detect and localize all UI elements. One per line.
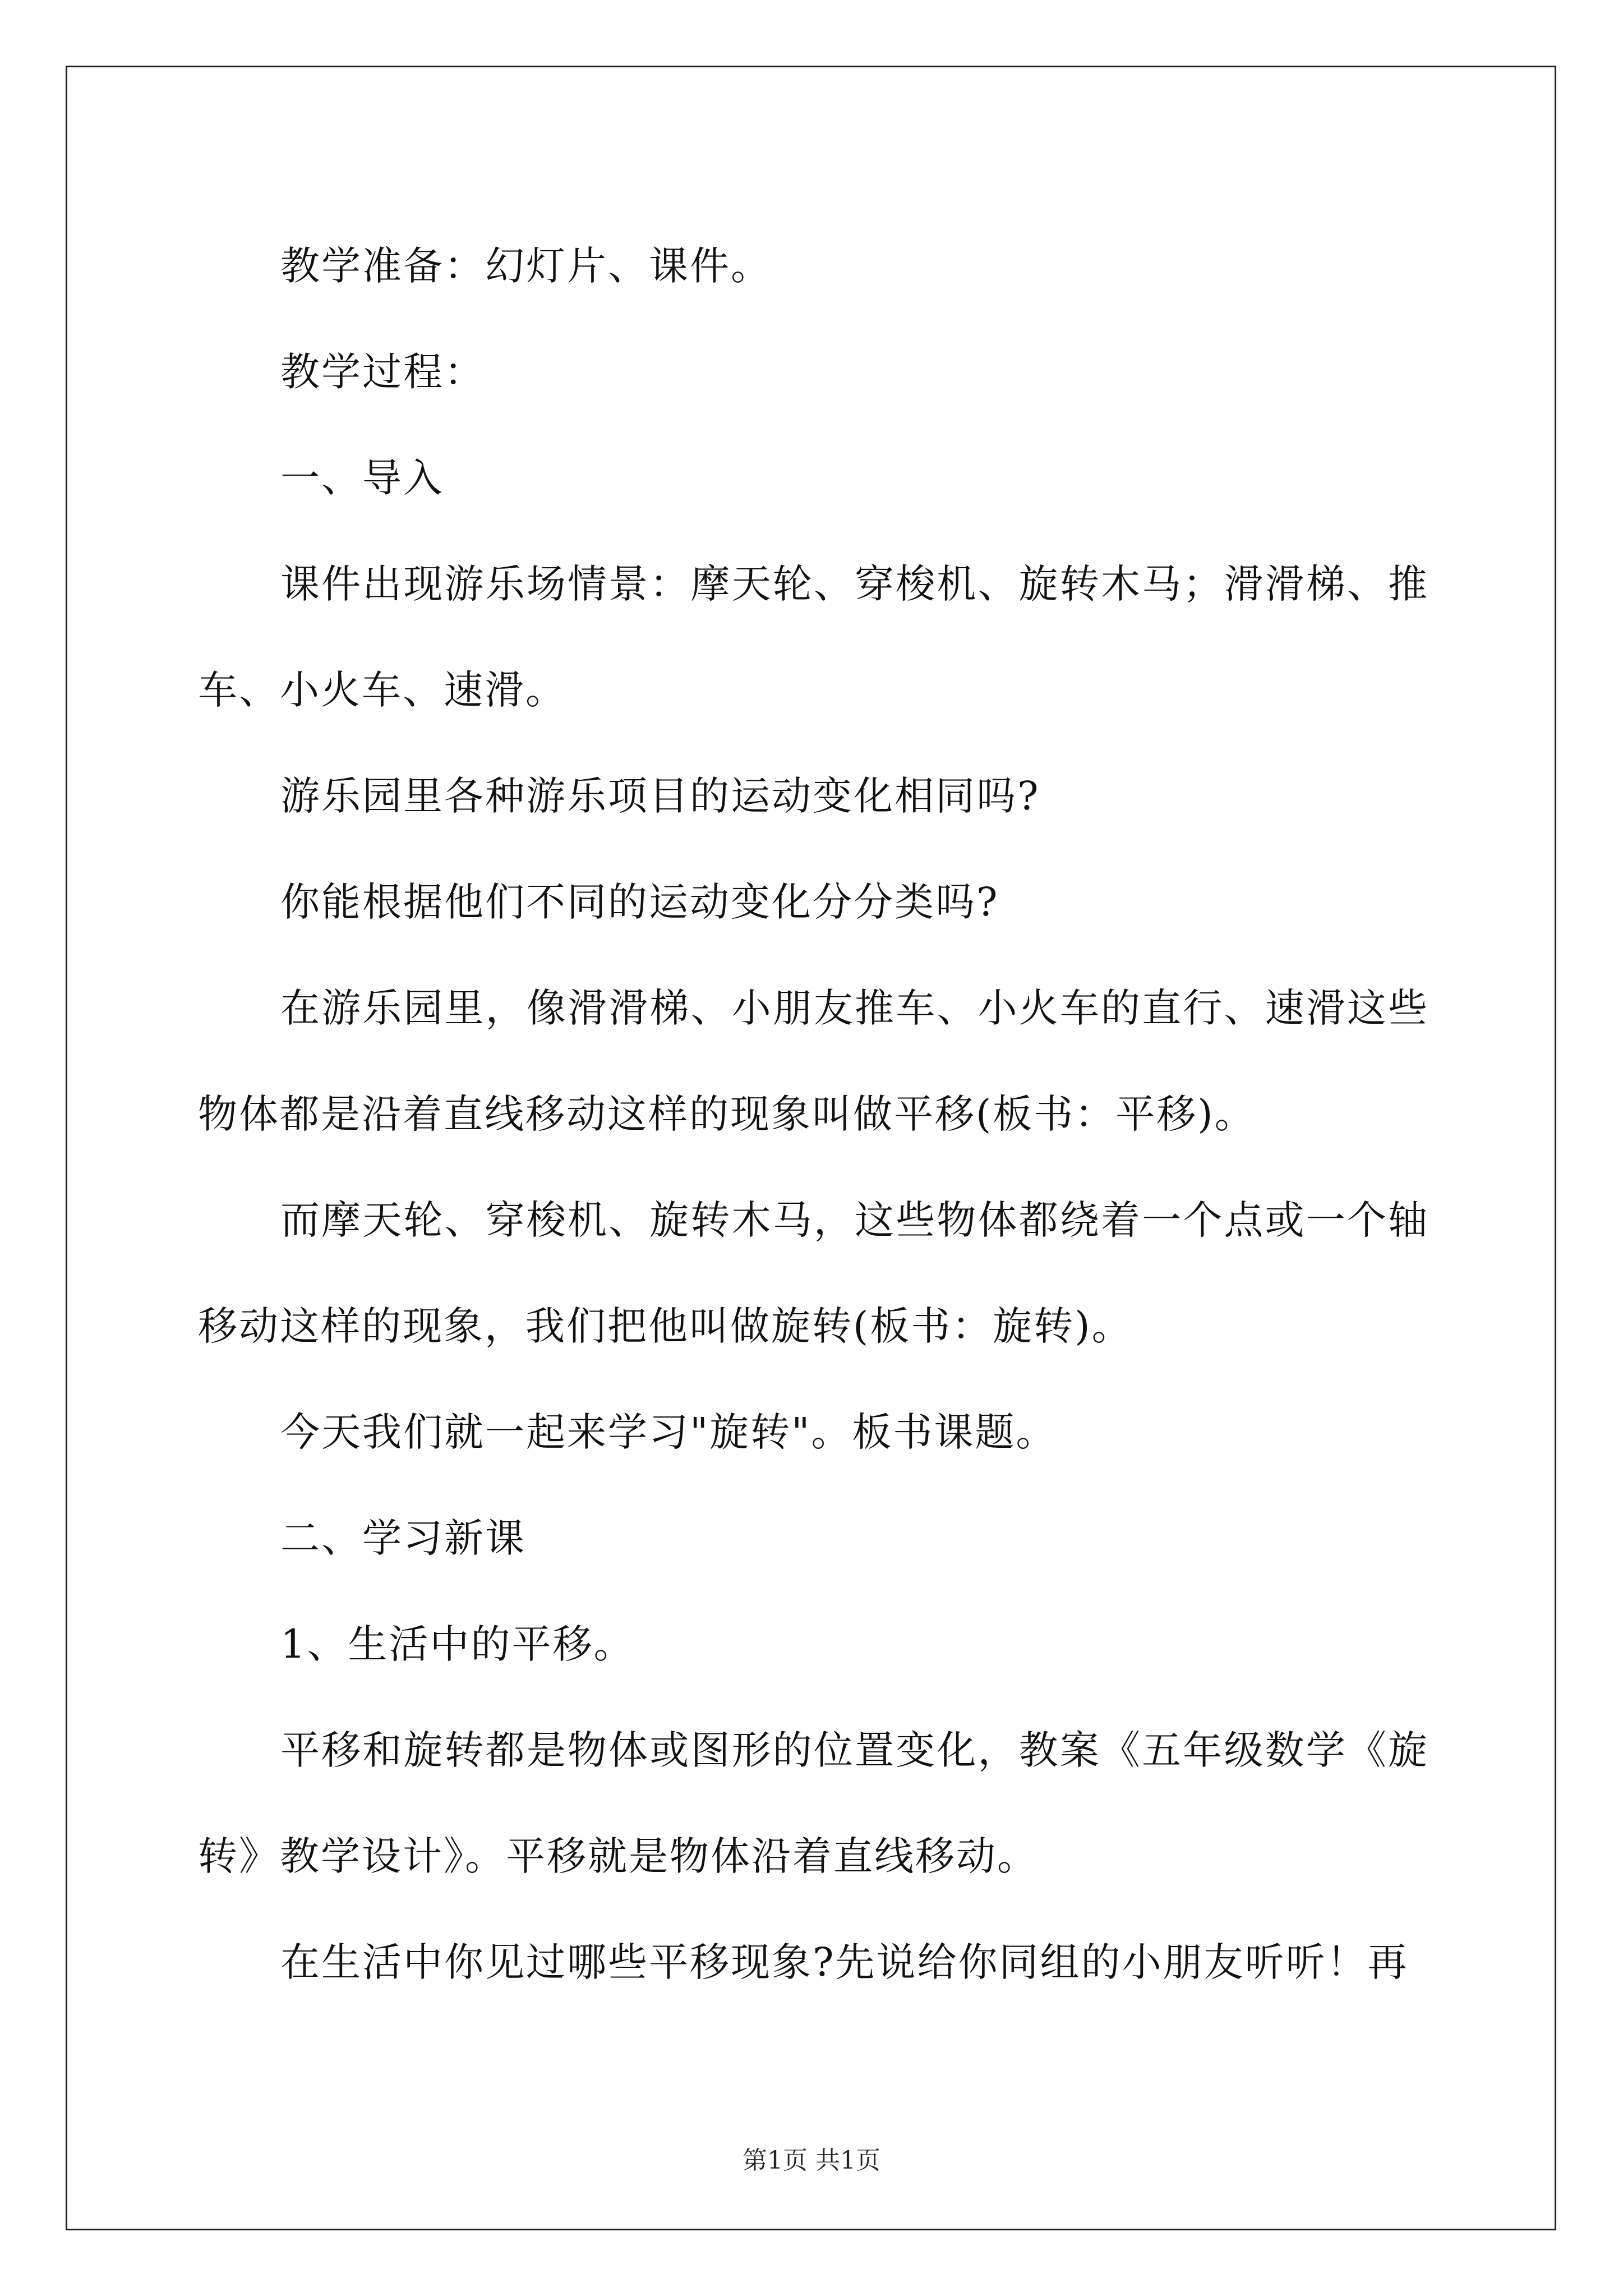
page-footer: 第1页 共1页 [743,2146,880,2175]
paragraph-question-2: 你能根据他们不同的运动变化分分类吗? [280,879,999,925]
section-heading-new-lesson: 二、学习新课 [280,1515,526,1561]
paragraph-question-1: 游乐园里各种游乐项目的运动变化相同吗? [280,773,1040,819]
paragraph-translation-definition: 在游乐园里，像滑滑梯、小朋友推车、小火车的直行、速滑这些物体都是沿着直线移动这样的现象叫做平移(板书：平移)。 [198,985,1429,1137]
section-heading-intro: 一、导入 [280,455,444,501]
paragraph-preparation: 教学准备：幻灯片、课件。 [280,243,772,289]
paragraph-translation-examples: 在生活中你见过哪些平移现象?先说给你同组的小朋友听听！再 [280,1939,1409,1985]
paragraph-topic: 今天我们就一起来学习"旋转"。板书课题。 [280,1409,1057,1455]
paragraph-process-heading: 教学过程： [280,349,485,395]
paragraph-scene: 课件出现游乐场情景：摩天轮、穿梭机、旋转木马；滑滑梯、推车、小火车、速滑。 [198,561,1429,713]
paragraph-rotation-definition: 而摩天轮、穿梭机、旋转木马，这些物体都绕着一个点或一个轴移动这样的现象，我们把他叫做旋转(板书：旋转)。 [198,1197,1429,1349]
paragraph-translation-explanation: 平移和旋转都是物体或图形的位置变化，教案《五年级数学《旋转》教学设计》。平移就是物体沿着直线移动。 [198,1727,1429,1879]
document-body [198,213,1429,2016]
subheading-translation-in-life: 1、生活中的平移。 [280,1621,635,1667]
